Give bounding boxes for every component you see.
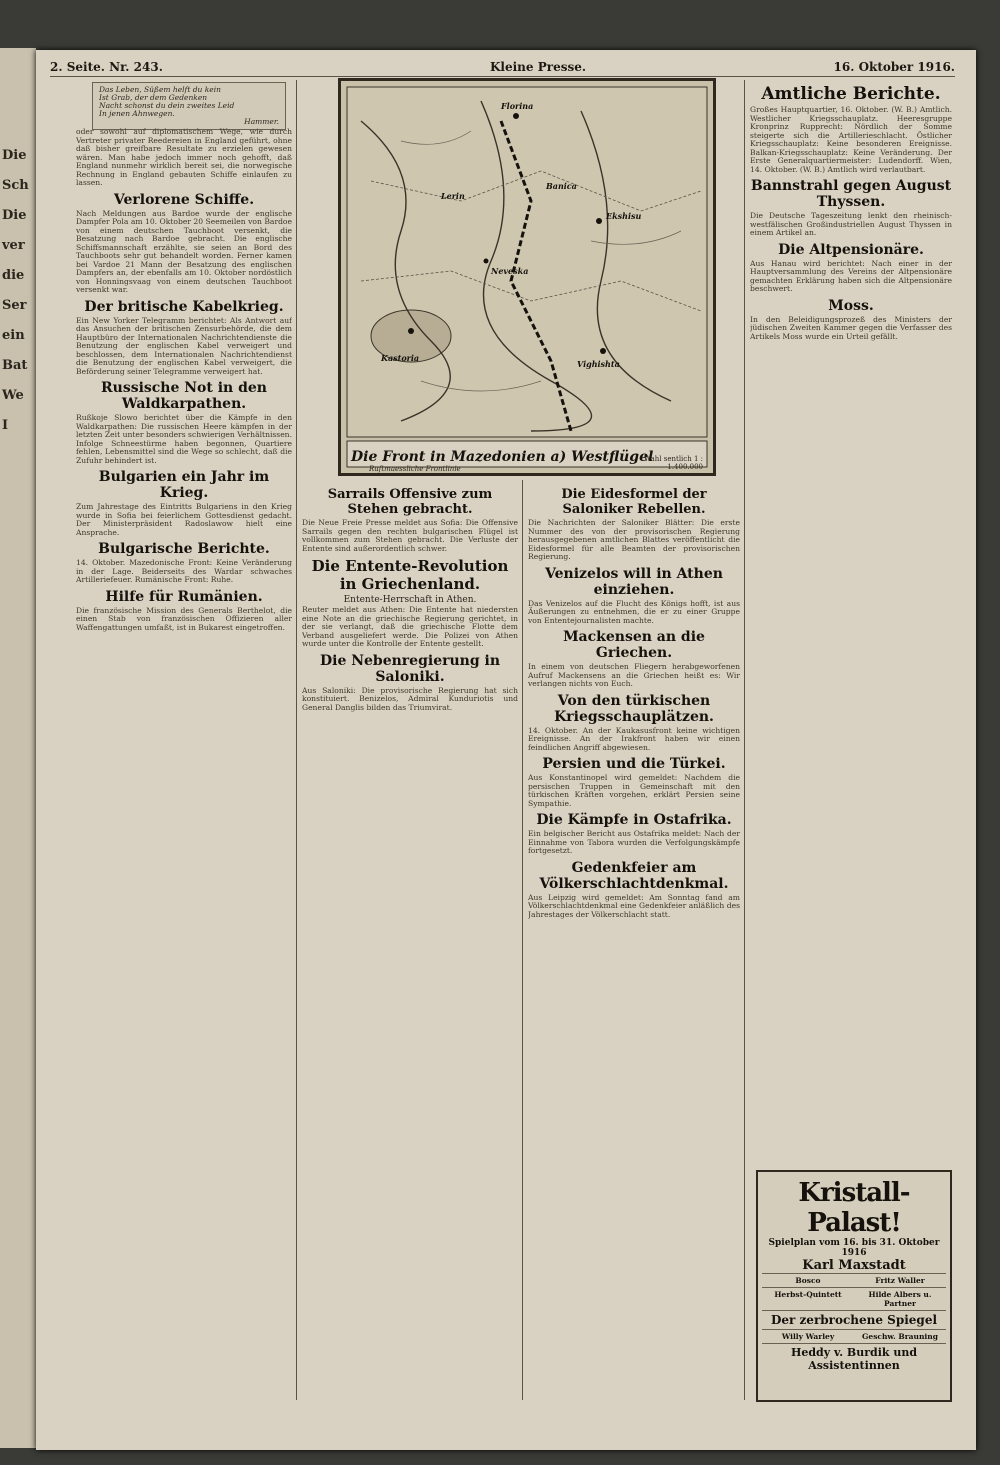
article-text: Ein belgischer Bericht aus Ostafrika meldet: Nach der Einnahme von Tabora wurden die Verfolgungskämpfe fortgesetzt. [528, 829, 740, 855]
ad-act: Fritz Waller [875, 1276, 925, 1285]
strip-text: ein [2, 328, 25, 343]
poem-line: Ist Grab, der dem Gedenken [99, 93, 208, 102]
headline: Der britische Kabelkrieg. [84, 298, 284, 315]
strip-text: Ser [2, 298, 27, 313]
strip-text: die [2, 268, 25, 283]
strip-text: ver [2, 238, 25, 253]
headline: Gedenkfeier am Völkerschlachtdenkmal. [539, 859, 729, 892]
ad-act: Herbst-Quintett [774, 1290, 842, 1299]
column-1 [76, 128, 292, 1400]
column-rule [744, 80, 745, 1400]
article-text: Ein New Yorker Telegramm berichtet: Als Antwort auf das Ansuchen der britischen Zensurbehörde, die dem Hauptbüro der Internationalen Nachrichtendienste die Benutzung der englischen Kabel verweigert und beschlossen, dem Internationalen Nachrichtendienst die Benutzung der englischen Kabel verweigert, die Beförderung seiner Telegramme verweigert hat. [76, 315, 292, 376]
headline: Russische Not in den Waldkarpathen. [101, 380, 267, 412]
front-map [338, 78, 716, 476]
article-text: Aus Hanau wird berichtet: Nach einer in der Hauptversammlung des Vereins der Altpensionäre gemachten Erklärung haben sich die Altpensionäre beschwert. [750, 258, 952, 293]
headline: Bannstrahl gegen August Thyssen. [750, 178, 952, 210]
subheadline: Entente-Herrschaft in Athen. [343, 595, 477, 605]
map-label: Lerin [441, 191, 465, 201]
masthead [50, 60, 955, 74]
column-rule [296, 80, 297, 1400]
map-drawing [341, 81, 713, 473]
article-text: In den Beleidigungsprozeß des Ministers der jüdischen Zweiten Kammer gegen die Verfasser des Artikels Moss wurde ein Urteil gefällt. [750, 314, 952, 341]
map-label: Kastoria [381, 353, 420, 363]
strip-text: Sch [2, 178, 29, 193]
column-rule [522, 480, 523, 1400]
headline: Die Nebenregierung in Saloniki. [319, 652, 500, 685]
headline: Die Altpensionäre. [778, 241, 924, 258]
headline: Die Eidesformel der Saloniker Rebellen. [561, 487, 707, 517]
map-scale: Wahl sentlich 1 : 1.400.000 [644, 455, 703, 471]
article-text: Rußkoje Slowo berichtet über die Kämpfe in den Waldkarpathen: Die russischen Heere kämpfen in der letzten Zeit unter besonders schwierigen Verhältnissen. Infolge Schneestürme haben begonnen, Quartiere fehlen, Lebensmittel sind die Wege so schlecht, daß die Zufuhr behindert ist. [76, 413, 292, 465]
column-3 [528, 484, 740, 1400]
map-caption: Die Front in Mazedonien a) Westflügel [351, 449, 654, 465]
map-label: Vighishta [577, 359, 620, 369]
headline: Bulgarische Berichte. [98, 541, 270, 557]
article-text: Aus Leipzig wird gemeldet: Am Sonntag fand am Völkerschlachtdenkmal eine Gedenkfeier anläßlich des Jahrestages der Völkerschlacht statt. [528, 892, 740, 919]
column-2 [302, 484, 518, 1400]
adjacent-page-strip [0, 48, 36, 1448]
headline: Hilfe für Rumänien. [105, 588, 263, 605]
poem-line: Hammer. [244, 117, 279, 126]
map-label: Ekshisu [606, 211, 642, 221]
poem-line: Das Leben, Süßem helft du kein [99, 85, 221, 94]
headline: Bulgarien ein Jahr im Krieg. [98, 469, 270, 501]
map-legend: Ruftmaessliche Frontlinie [369, 465, 461, 473]
article-text: Großes Hauptquartier, 16. Oktober. (W. B.) Amtlich. Westlicher Kriegsschauplatz. Heeresgruppe Kronprinz Rupprecht: Nördlich der Somme steigerte sich die Artillerieschlacht. Östlicher Kriegsschauplatz: Keine besonderen Ereignisse. Balkan-Kriegsschauplatz: Keine Veränderung. Der Erste Generalquartiermeister: Ludendorff. Wien, 14. Oktober. (W. B.) Amtlich wird verlautbart. [750, 105, 952, 174]
headline: Moss. [828, 297, 874, 314]
strip-text: I [2, 418, 9, 433]
ad-dates: Spielplan vom 16. bis 31. Oktober 1916 [768, 1238, 940, 1258]
ad-title: Kristall-Palast! [798, 1178, 910, 1238]
article-text: Die französische Mission des Generals Berthelot, die einen Stab von französischen Offizieren aller Waffengattungen umfaßt, ist in Bukarest eingetroffen. [76, 605, 292, 632]
strip-text: We [2, 388, 24, 403]
article-text: Aus Saloniki: Die provisorische Regierung hat sich konstituiert. Benizelos, Admiral Kunduriotis und General Danglis bilden das Triumvirat. [302, 685, 518, 712]
ad-row [762, 1329, 946, 1343]
strip-text: Die [2, 148, 27, 163]
article-text: Aus Konstantinopel wird gemeldet: Nachdem die persischen Truppen in Gemeinschaft mit den türkischen Kräften vorgehen, erklärt Persien seine Sympathie. [528, 773, 740, 808]
headline: Venizelos will in Athen einziehen. [545, 565, 723, 598]
ad-act: Geschw. Brauning [862, 1332, 938, 1341]
article-text: Reuter meldet aus Athen: Die Entente hat niedersten eine Note an die griechische Regierung gerichtet, in der sie verlangt, daß die griechische Flotte dem Verband ausgeliefert werde. Die Polizei von Athen wurde unter die Kontrolle der Entente gestellt. [302, 605, 518, 648]
map-label: Florina [501, 101, 534, 111]
ad-row [762, 1273, 946, 1287]
kristall-palast-advertisement [756, 1170, 952, 1402]
article-text: In einem von deutschen Fliegern herabgeworfenen Aufruf Mackensens an die Griechen heißt es: Wir verlangen nichts von Euch. [528, 662, 740, 688]
article-text: Das Venizelos auf die Flucht des Königs hofft, ist aus Äußerungen zu entnehmen, die er zu einer Gruppe von Ententejournalisten machte. [528, 598, 740, 625]
poem-box [92, 82, 286, 130]
ad-act: Hilde Albers u. Partner [868, 1290, 932, 1308]
headline: Amtliche Berichte. [761, 84, 941, 104]
ad-play: Der zerbrochene Spiegel [762, 1310, 946, 1329]
headline: Mackensen an die Griechen. [563, 629, 705, 661]
ad-row [762, 1287, 946, 1310]
headline: Die Entente-Revolution in Griechenland. [311, 557, 509, 593]
headline: Die Kämpfe in Ostafrika. [536, 812, 732, 828]
headline: Sarrails Offensive zum Stehen gebracht. [327, 487, 493, 517]
article-text: Nach Meldungen aus Bardoe wurde der englische Dampfer Pola am 10. Oktober 20 Seemeilen von Bardoe von einem deutschen Tauchboot versenkt, die Besatzung nach Bardoe gebracht. Die englische Schiffsmannschaft erzählte, sie seien an Bord des Tauchboots sehr gut behandelt worden. Ferner kamen bei Vardoe 21 Mann der Besatzung des englischen Dampfers an, der ebenfalls am 10. Oktober nordöstlich von Honningsvaag von einem deutschen Tauchboot versenkt war. [76, 208, 292, 294]
strip-text: Die [2, 208, 27, 223]
article-text: Zum Jahrestage des Eintritts Bulgariens in den Krieg wurde in Sofia bei feierlichem Gottesdienst gedacht. Der Ministerpräsident Radoslawow hielt eine Ansprache. [76, 502, 292, 537]
poem-line: In jenen Ahnwegen. [99, 109, 175, 118]
article-text: Die Deutsche Tageszeitung lenkt den rheinisch-westfälischen Großindustriellen August Thyssen in einem Artikel an. [750, 211, 952, 237]
ad-act: Willy Warley [781, 1332, 835, 1341]
headline: Von den türkischen Kriegsschauplätzen. [554, 692, 714, 725]
ad-act: Bosco [795, 1276, 821, 1285]
page-number: 2. Seite. Nr. 243. [50, 60, 163, 74]
column-4 [750, 80, 952, 1165]
masthead-rule [50, 76, 955, 77]
article-text: 14. Oktober. Mazedonische Front: Keine Veränderung in der Lage. Beiderseits des Wardar schwaches Artilleriefeuer. Rumänische Front: Ruhe. [76, 558, 292, 584]
strip-text: Bat [2, 358, 28, 373]
newspaper-title: Kleine Presse. [490, 60, 587, 74]
article-text: oder sowohl auf diplomatischem Wege, wie durch Vertreter privater Reedereien in England geführt, ohne daß bisher greifbare Resultate zu erzielen gewesen wären. Man habe jedoch immer noch gehofft, daß England nunmehr wirklich bereit sei, die norwegische Rechnung in England gebauten Schiffe einlaufen zu lassen. [76, 128, 292, 187]
poem-line: Nacht schonst du dein zweites Leid [99, 101, 235, 110]
headline: Verlorene Schiffe. [113, 191, 255, 208]
article-text: Die Nachrichten der Saloniker Blätter: Die erste Nummer des von der provisorischen Regierung herausgegebenen amtlichen Blattes veröffentlicht die Eidesformel für alle Beamten der provisorischen Regierung. [528, 518, 740, 561]
ad-footer: Heddy v. Burdik und Assistentinnen [762, 1343, 946, 1374]
article-text: Die Neue Freie Presse meldet aus Sofia: Die Offensive Sarrails gegen den rechten bulgarischen Flügel ist vollkommen zum Stehen gebracht. Die Verluste der Entente sind außerordentlich schwer. [302, 518, 518, 553]
headline: Persien und die Türkei. [542, 756, 726, 772]
issue-date: 16. Oktober 1916. [833, 60, 955, 74]
ad-director: Karl Maxstadt [802, 1258, 906, 1273]
map-label: Neveska [491, 266, 529, 276]
map-label: Banica [546, 181, 577, 191]
article-text: 14. Oktober. An der Kaukasusfront keine wichtigen Ereignisse. An der Irakfront haben wir einen feindlichen Angriff abgewiesen. [528, 725, 740, 752]
